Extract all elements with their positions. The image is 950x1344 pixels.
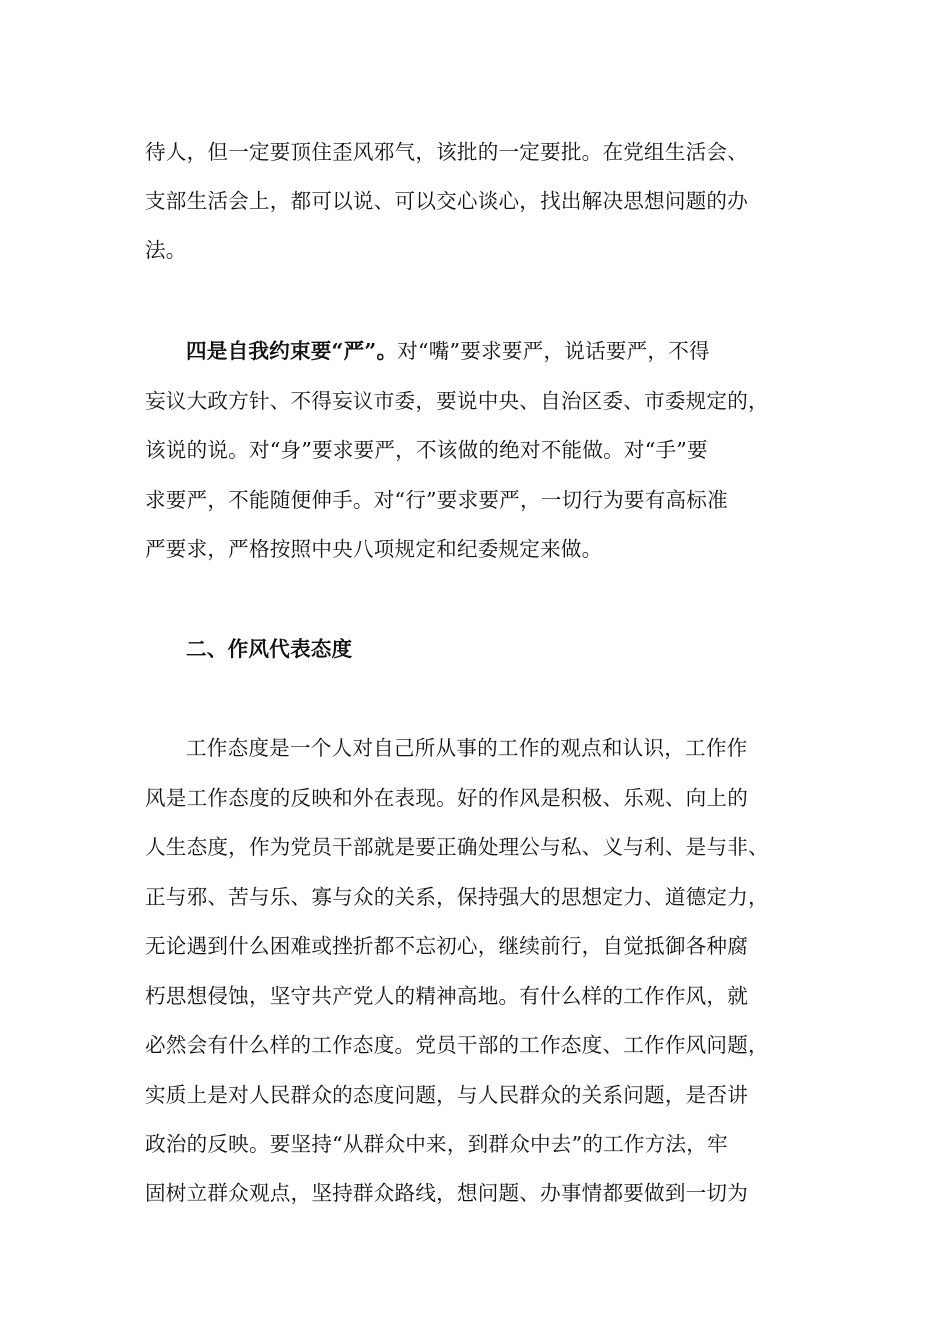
paragraph-3-line-4: 正与邪、苦与乐、寡与众的关系，保持强大的思想定力、道德定力，	[145, 885, 769, 909]
paragraph-2-first-line-text: 对“嘴”要求要严，说话要严，不得	[397, 339, 710, 363]
paragraph-2-line-1	[186, 331, 816, 371]
paragraph-2-line-2: 妄议大政方针、不得妄议市委，要说中央、自治区委、市委规定的，	[145, 389, 769, 413]
paragraph-1-line-2: 支部生活会上，都可以说、可以交心谈心，找出解决思想问题的办	[145, 189, 749, 213]
paragraph-2-line-4: 求要严，不能随便伸手。对“行”要求要严，一切行为要有高标准	[145, 488, 728, 512]
paragraph-2-line-3: 该说的说。对“身”要求要严，不该做的绝对不能做。对“手”要	[145, 438, 708, 462]
paragraph-3-line-5: 无论遇到什么困难或挫折都不忘初心，继续前行，自觉抵御各种腐	[145, 934, 749, 958]
paragraph-3-line-8: 实质上是对人民群众的态度问题，与人民群众的关系问题，是否讲	[145, 1083, 749, 1107]
paragraph-3-line-10: 固树立群众观点，坚持群众路线，想问题、办事情都要做到一切为	[145, 1181, 749, 1205]
paragraph-1-line-3: 法。	[145, 238, 187, 262]
paragraph-3-line-9: 政治的反映。要坚持“从群众中来，到群众中去”的工作方法，牢	[145, 1132, 728, 1156]
paragraph-3-line-3: 人生态度，作为党员干部就是要正确处理公与私、义与利、是与非、	[145, 835, 769, 859]
paragraph-3-line-2: 风是工作态度的反映和外在表现。好的作风是积极、乐观、向上的	[145, 786, 749, 810]
paragraph-3-line-6: 朽思想侵蚀，坚守共产党人的精神高地。有什么样的工作作风，就	[145, 984, 749, 1008]
section-heading: 二、作风代表态度	[186, 637, 353, 661]
paragraph-2-bold-lead: 四是自我约束要“严”。	[186, 339, 398, 363]
paragraph-3-line-1: 工作态度是一个人对自己所从事的工作的观点和认识，工作作	[186, 736, 748, 760]
paragraph-2-line-5: 严要求，严格按照中央八项规定和纪委规定来做。	[145, 537, 603, 561]
paragraph-1-line-1: 待人，但一定要顶住歪风邪气，该批的一定要批。在党组生活会、	[145, 140, 749, 164]
paragraph-3-line-7: 必然会有什么样的工作态度。党员干部的工作态度、工作作风问题，	[145, 1033, 769, 1057]
